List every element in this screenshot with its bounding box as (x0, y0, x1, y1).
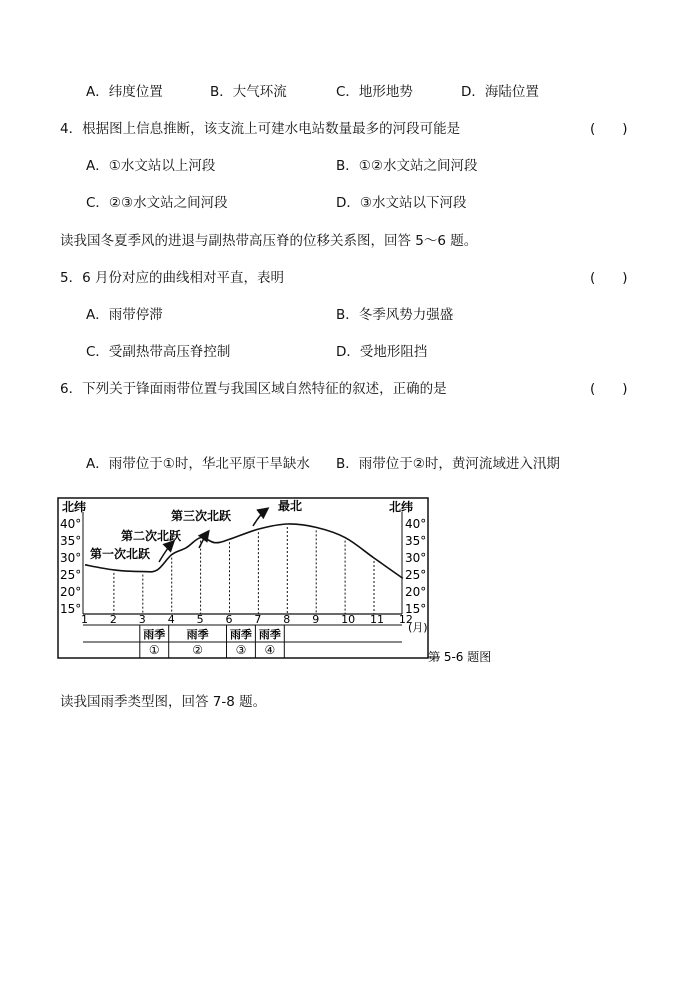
q3-option-b: B．大气环流 (210, 84, 287, 100)
month-tick: 1 (81, 613, 88, 626)
rain-season-label: 雨季 (186, 628, 209, 641)
month-unit: (月) (408, 621, 428, 634)
q6-stem: 6．下列关于锋面雨带位置与我国区域自然特征的叙述，正确的是 (60, 381, 447, 397)
q4-answer-paren: ( ) (590, 121, 628, 137)
month-tick: 5 (196, 613, 204, 626)
rain-season-label: 雨季 (229, 628, 252, 641)
lat-tick-right: 40° (405, 517, 427, 531)
right-lat-ticks (405, 517, 426, 616)
q5-option-b: B．冬季风势力强盛 (336, 307, 454, 323)
rain-season-label: 雨季 (258, 628, 281, 641)
rain-season-number: ① (148, 643, 160, 657)
jump-arrow-3 (253, 509, 267, 526)
q6-option-b: B．雨带位于②时，黄河流域进入汛期 (336, 456, 560, 472)
q5-option-a: A．雨带停滞 (86, 307, 163, 323)
jump-arrow-1 (159, 542, 173, 562)
month-tick: 8 (283, 613, 291, 626)
lat-tick-right: 30° (405, 551, 427, 565)
rain-season-number: ③ (235, 643, 247, 657)
month-tick: 7 (254, 613, 262, 626)
month-ticks (81, 613, 413, 626)
left-lat-ticks (60, 517, 81, 616)
month-tick: 11 (370, 613, 384, 626)
label-third-jump: 第三次北跃 (171, 509, 232, 523)
subtropical-high-figure (55, 494, 515, 668)
month-tick: 2 (109, 613, 117, 626)
q3-option-c: C．地形地势 (336, 84, 413, 100)
q5-answer-paren: ( ) (590, 270, 628, 286)
q6-answer-paren: ( ) (590, 381, 628, 397)
rain-season-number: ④ (264, 643, 276, 657)
left-axis-title: 北纬 (62, 500, 87, 514)
intro-7-8: 读我国雨季类型图，回答 7-8 题。 (60, 694, 267, 710)
lat-tick-right: 15° (405, 602, 427, 616)
q5-option-d: D．受地形阻挡 (336, 344, 428, 360)
q4-option-b: B．①②水文站之间河段 (336, 158, 478, 174)
q4-option-d: D．③水文站以下河段 (336, 195, 467, 211)
lat-tick-right: 35° (405, 534, 427, 548)
q3-option-a: A．纬度位置 (86, 84, 163, 100)
lat-tick-left: 25° (60, 568, 82, 582)
figure-caption: 第 5-6 题图 (428, 650, 492, 664)
lat-tick-left: 40° (60, 517, 82, 531)
lat-tick-left: 35° (60, 534, 82, 548)
q5-option-c: C．受副热带高压脊控制 (86, 344, 231, 360)
lat-tick-left: 15° (60, 602, 82, 616)
month-tick: 9 (312, 613, 320, 626)
q6-option-a: A．雨带位于①时，华北平原干旱缺水 (86, 456, 310, 472)
lat-tick-left: 30° (60, 551, 82, 565)
label-first-jump: 第一次北跃 (90, 547, 151, 561)
label-second-jump: 第二次北跃 (121, 529, 182, 543)
rain-season-number: ② (192, 643, 203, 657)
q4-stem: 4．根据图上信息推断，该支流上可建水电站数量最多的河段可能是 (60, 121, 461, 137)
lat-tick-right: 20° (405, 585, 427, 599)
right-axis-title: 北纬 (389, 500, 414, 514)
month-tick: 3 (138, 613, 146, 626)
q5-stem: 5．6 月份对应的曲线相对平直，表明 (60, 270, 284, 286)
q3-option-d: D．海陆位置 (461, 84, 539, 100)
month-tick: 10 (341, 613, 356, 626)
q4-option-c: C．②③水文站之间河段 (86, 195, 228, 211)
month-tick: 12 (398, 613, 413, 626)
q4-option-a: A．①水文站以上河段 (86, 158, 216, 174)
rain-season-label: 雨季 (143, 628, 166, 641)
lat-tick-right: 25° (405, 568, 427, 582)
month-tick: 4 (167, 613, 175, 626)
intro-5-6: 读我国冬夏季风的进退与副热带高压脊的位移关系图，回答 5～6 题。 (60, 233, 478, 249)
lat-tick-left: 20° (60, 585, 82, 599)
month-tick: 6 (225, 613, 233, 626)
label-northernmost: 最北 (278, 499, 303, 513)
